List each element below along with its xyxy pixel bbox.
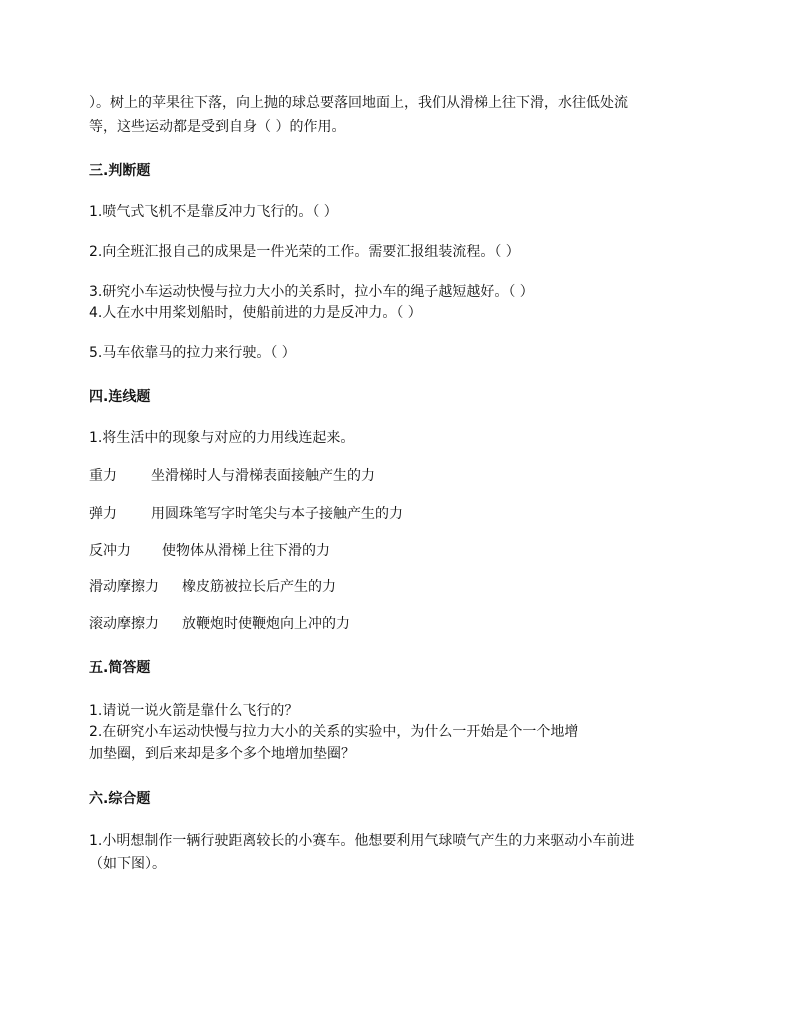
short-answer-item-2-cont: 加垫圈，到后来却是多个多个地增加垫圈？	[89, 746, 355, 762]
intro-line-1: ）。树上的苹果往下落，向上抛的球总要落回地面上，我们从滑梯上往下滑，水往低处流	[89, 95, 628, 111]
intro-line-2: 等，这些运动都是受到自身（ ）的作用。	[89, 119, 346, 135]
force-label: 重力	[89, 468, 117, 484]
force-label: 反冲力	[89, 543, 131, 559]
short-answer-item-2: 2.在研究小车运动快慢与拉力大小的关系的实验中，为什么一开始是个一个地增	[89, 724, 579, 740]
short-answer-item-1: 1.请说一说火箭是靠什么飞行的？	[89, 703, 299, 719]
judge-item-1: 1.喷气式飞机不是靠反冲力飞行的。（ ）	[89, 204, 338, 220]
match-pair	[89, 615, 350, 633]
phenomenon-label: 用圆珠笔写字时笔尖与本子接触产生的力	[151, 506, 403, 522]
section-5-heading: 五.简答题	[89, 660, 151, 676]
force-label: 滚动摩擦力	[89, 616, 159, 632]
phenomenon-label: 使物体从滑梯上往下滑的力	[162, 543, 330, 559]
match-pair	[89, 505, 403, 523]
phenomenon-label: 放鞭炮时使鞭炮向上冲的力	[182, 616, 350, 632]
phenomenon-label: 坐滑梯时人与滑梯表面接触产生的力	[151, 468, 375, 484]
match-pair	[89, 542, 330, 560]
match-pair	[89, 467, 375, 485]
composite-question-line-1: 1.小明想制作一辆行驶距离较长的小赛车。他想要利用气球喷气产生的力来驱动小车前进	[89, 833, 635, 849]
section-3-heading: 三.判断题	[89, 163, 151, 179]
force-label: 弹力	[89, 506, 117, 522]
section-6-heading: 六.综合题	[89, 791, 151, 807]
judge-item-5: 5.马车依靠马的拉力来行驶。（ ）	[89, 345, 296, 361]
section-4-heading: 四.连线题	[89, 389, 151, 405]
composite-question-line-2: （如下图）。	[89, 856, 166, 872]
match-question: 1.将生活中的现象与对应的力用线连起来。	[89, 430, 355, 446]
judge-item-4: 4.人在水中用桨划船时，使船前进的力是反冲力。（ ）	[89, 305, 422, 321]
judge-item-2: 2.向全班汇报自己的成果是一件光荣的工作。需要汇报组装流程。（ ）	[89, 244, 520, 260]
force-label: 滑动摩擦力	[89, 579, 159, 595]
match-pair	[89, 578, 336, 596]
judge-item-3: 3.研究小车运动快慢与拉力大小的关系时，拉小车的绳子越短越好。（ ）	[89, 284, 534, 300]
phenomenon-label: 橡皮筋被拉长后产生的力	[182, 579, 336, 595]
